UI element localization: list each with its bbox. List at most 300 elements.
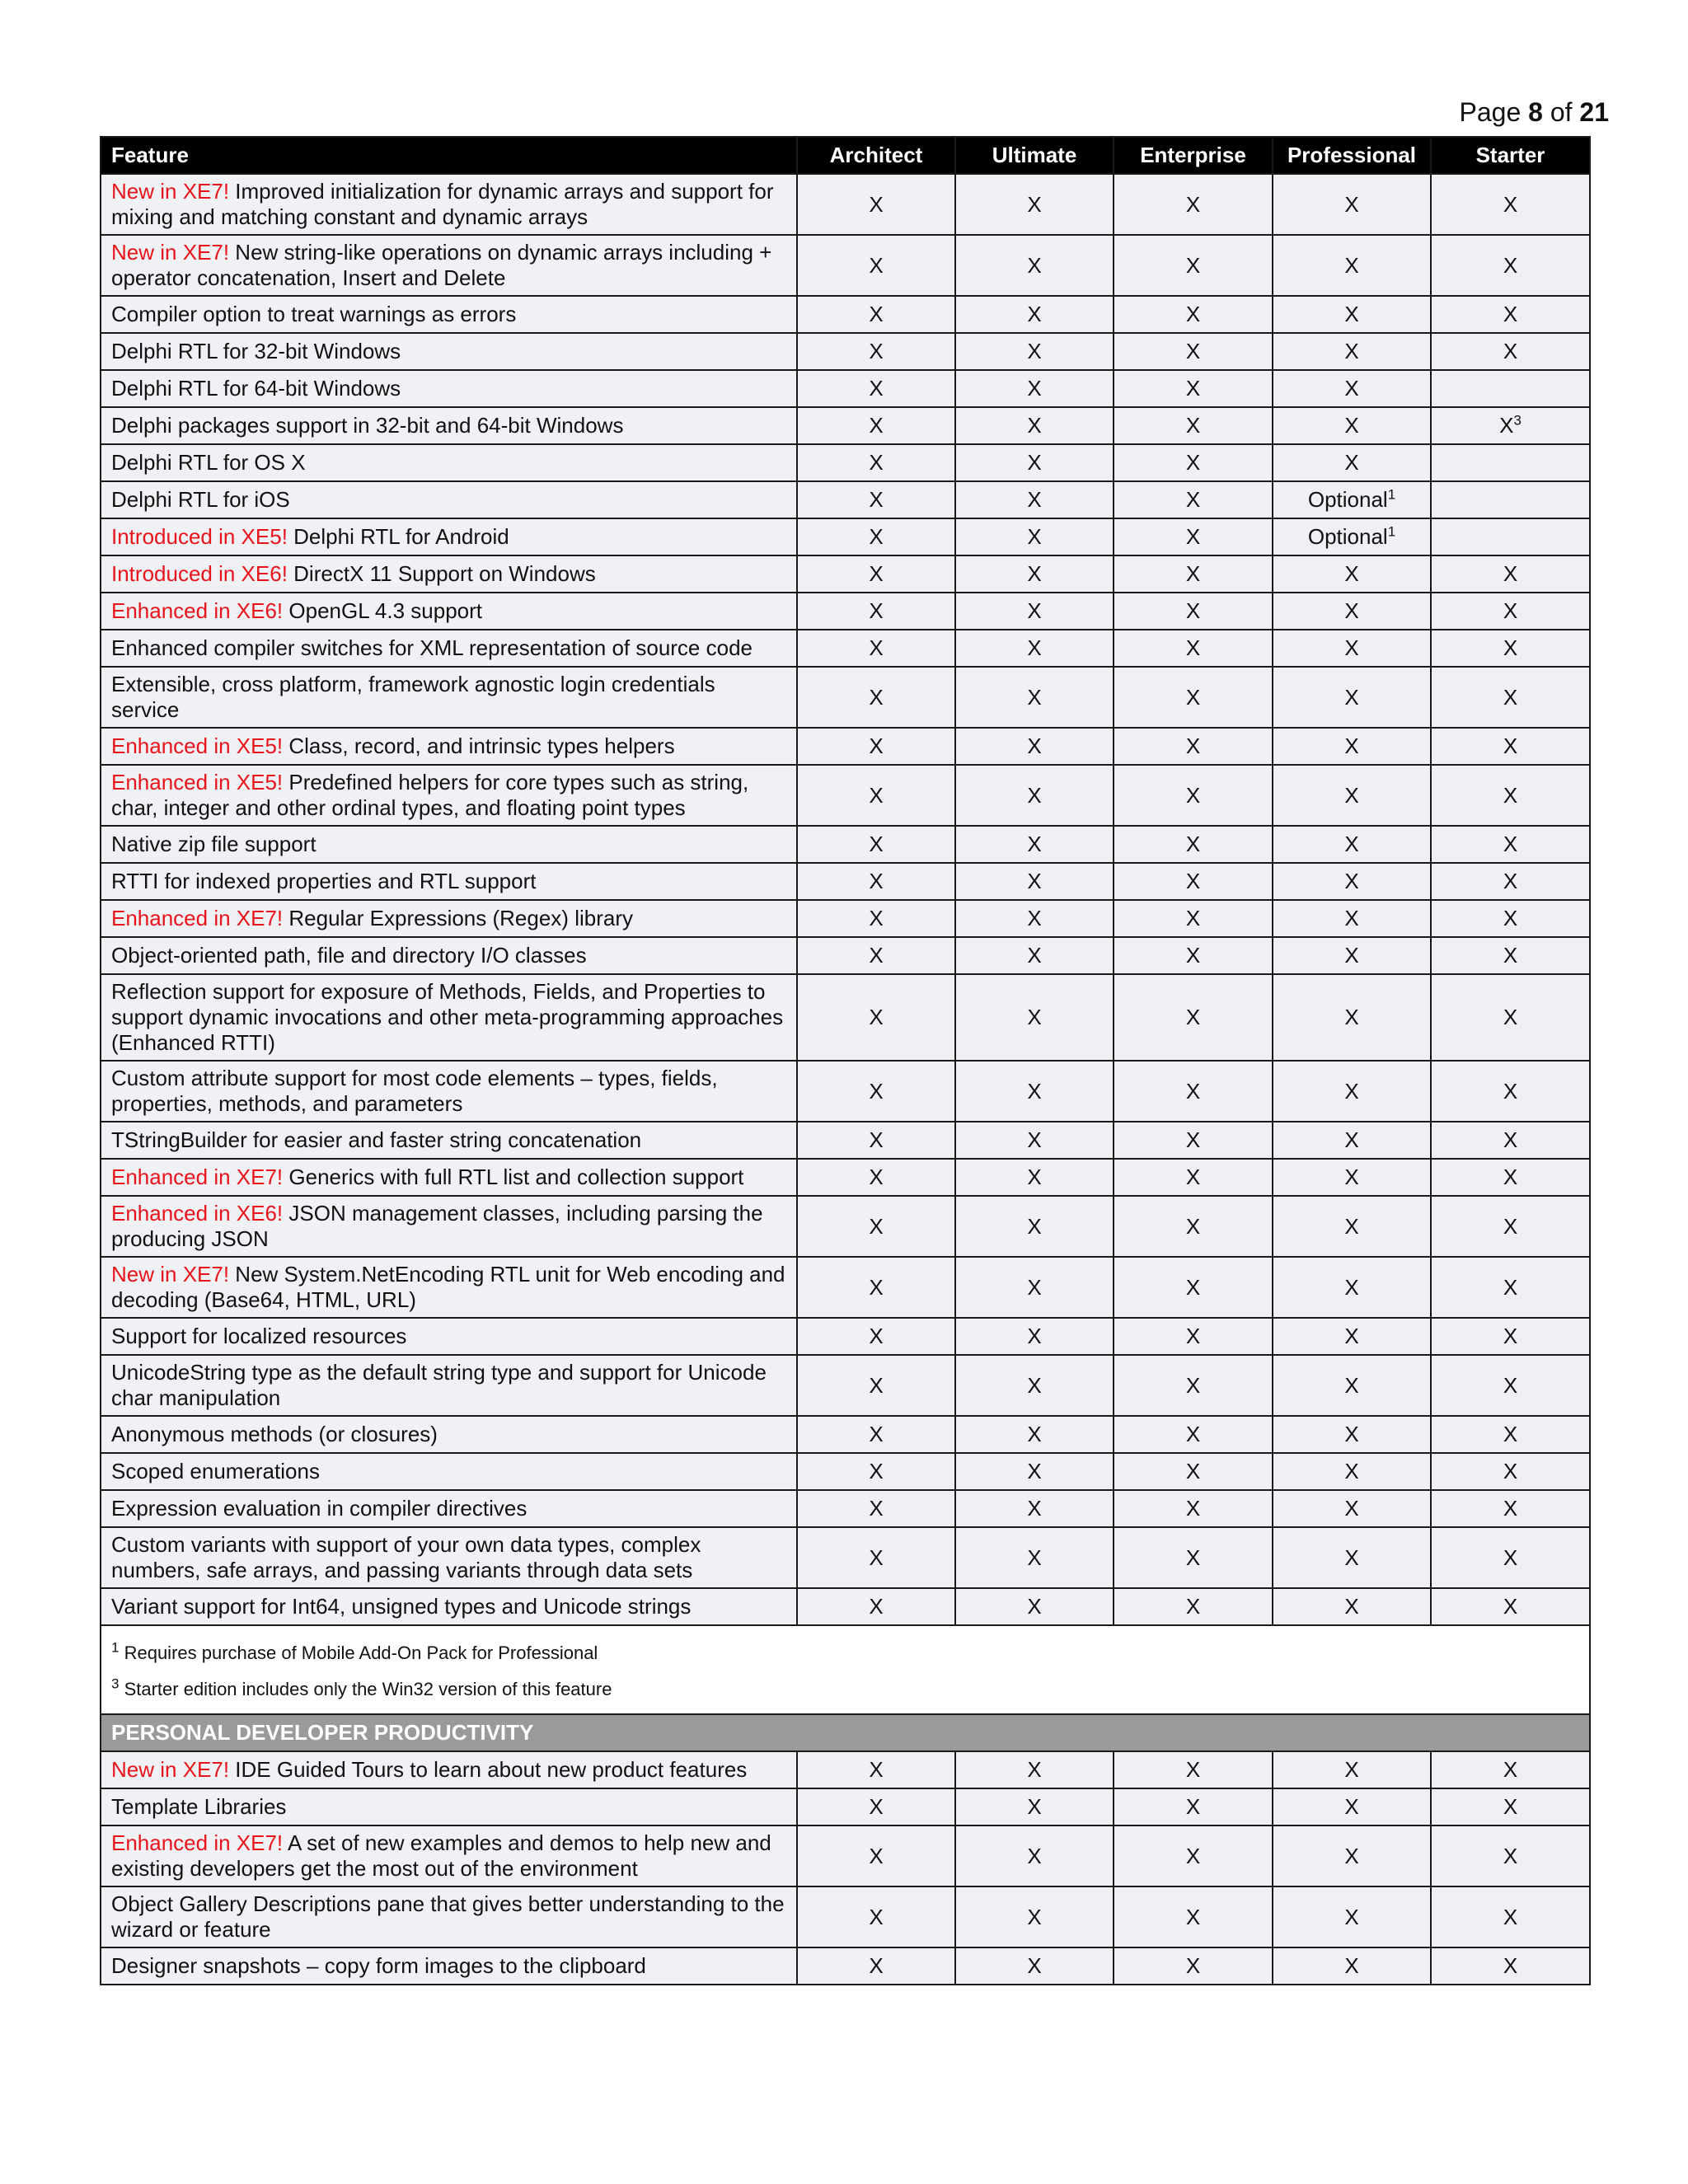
feature-text: Scoped enumerations [111, 1459, 320, 1483]
mark-value: X [1027, 684, 1042, 710]
mark-starter [1431, 235, 1590, 296]
mark-value: X [1344, 1794, 1359, 1819]
mark-professional [1273, 593, 1431, 630]
feature-text: Support for localized resources [111, 1324, 407, 1348]
mark-starter [1431, 333, 1590, 370]
mark-ultimate [955, 974, 1114, 1061]
mark-ultimate [955, 1159, 1114, 1196]
mark-professional [1273, 1588, 1431, 1625]
table-row [101, 555, 1590, 593]
mark-ultimate [955, 555, 1114, 593]
mark-value: X [869, 1422, 884, 1446]
mark-value: X [1503, 1213, 1518, 1239]
mark-value: X [1344, 1544, 1359, 1570]
header-architect: Architect [797, 137, 955, 174]
footnote-text: Starter edition includes only the Win32 version of this feature [119, 1679, 612, 1699]
section-header-row [101, 1714, 1590, 1751]
mark-enterprise [1114, 1886, 1273, 1947]
mark-value: X [1185, 1005, 1201, 1029]
mark-enterprise [1114, 667, 1273, 728]
mark-starter [1431, 1416, 1590, 1453]
mark-ultimate [955, 1527, 1114, 1588]
mark-value: X [869, 832, 884, 856]
mark-professional [1273, 296, 1431, 333]
mark-value: X [1503, 1904, 1518, 1929]
footnote-ref: 1 [1387, 486, 1396, 503]
mark-starter [1431, 1825, 1590, 1886]
mark-value: X [1027, 1594, 1042, 1619]
mark-starter [1431, 1061, 1590, 1122]
feature-cell [101, 555, 797, 593]
feature-cell [101, 1886, 797, 1947]
mark-enterprise [1114, 518, 1273, 555]
mark-value: X [1185, 1904, 1201, 1929]
footnote [111, 1677, 1579, 1702]
mark-enterprise [1114, 1196, 1273, 1257]
feature-cell [101, 1788, 797, 1825]
mark-architect [797, 1355, 955, 1416]
mark-value: X [1185, 252, 1201, 278]
mark-value: X [1185, 1496, 1201, 1521]
mark-ultimate [955, 174, 1114, 235]
mark-value: X [1344, 1953, 1359, 1978]
mark-professional [1273, 1257, 1431, 1318]
mark-value: X [1344, 1078, 1359, 1104]
feature-cell [101, 1318, 797, 1355]
feature-text: Variant support for Int64, unsigned types and Unicode strings [111, 1594, 692, 1619]
mark-value: X [1185, 832, 1201, 856]
mark-enterprise [1114, 370, 1273, 407]
mark-starter [1431, 174, 1590, 235]
table-row [101, 333, 1590, 370]
mark-architect [797, 1527, 955, 1588]
mark-value: X [1027, 376, 1042, 401]
mark-value: X [869, 302, 884, 326]
mark-architect [797, 1318, 955, 1355]
mark-enterprise [1114, 765, 1273, 826]
mark-value: X [1027, 635, 1042, 660]
feature-cell [101, 863, 797, 900]
mark-ultimate [955, 1886, 1114, 1947]
mark-value: X [1185, 1794, 1201, 1819]
mark-value: X [1503, 1165, 1518, 1189]
feature-text: Delphi RTL for Android [287, 524, 509, 549]
mark-starter [1431, 826, 1590, 863]
table-row [101, 1122, 1590, 1159]
mark-value: X [1344, 376, 1359, 401]
mark-value: X [869, 1274, 884, 1300]
mark-value: X [1185, 1843, 1201, 1868]
mark-starter [1431, 937, 1590, 974]
feature-text: Object-oriented path, file and directory I/O classes [111, 943, 587, 968]
table-row [101, 235, 1590, 296]
mark-value: X [1027, 1496, 1042, 1521]
table-row [101, 1886, 1590, 1947]
mark-starter [1431, 518, 1590, 555]
mark-ultimate [955, 765, 1114, 826]
mark-value: X [1185, 1078, 1201, 1104]
table-row [101, 1825, 1590, 1886]
mark-value: X [1027, 906, 1042, 930]
mark-enterprise [1114, 593, 1273, 630]
release-tag: Enhanced in XE5! [111, 770, 284, 794]
mark-value: X [1027, 413, 1042, 438]
footnote [111, 1641, 1579, 1666]
mark-architect [797, 1196, 955, 1257]
mark-value: X [869, 191, 884, 217]
table-row [101, 1257, 1590, 1318]
mark-enterprise [1114, 1355, 1273, 1416]
mark-architect [797, 630, 955, 667]
mark-value: X [869, 376, 884, 401]
feature-cell [101, 1490, 797, 1527]
mark-architect [797, 863, 955, 900]
table-row [101, 728, 1590, 765]
mark-professional [1273, 974, 1431, 1061]
mark-value: X [1027, 1372, 1042, 1398]
mark-starter [1431, 1588, 1590, 1625]
feature-text: Generics with full RTL list and collection support [283, 1165, 744, 1189]
feature-cell [101, 765, 797, 826]
mark-value: X [1027, 524, 1042, 549]
feature-text: Anonymous methods (or closures) [111, 1422, 438, 1446]
table-row [101, 1318, 1590, 1355]
release-tag: Enhanced in XE7! [111, 1165, 284, 1189]
footnote-ref: 1 [1387, 523, 1396, 540]
mark-enterprise [1114, 296, 1273, 333]
feature-text: Designer snapshots – copy form images to the clipboard [111, 1953, 646, 1978]
mark-professional [1273, 765, 1431, 826]
feature-text: Extensible, cross platform, framework agnostic login credentials service [111, 672, 715, 722]
mark-starter [1431, 1886, 1590, 1947]
mark-enterprise [1114, 1061, 1273, 1122]
mark-value: X [1185, 1544, 1201, 1570]
mark-value: X [1027, 450, 1042, 475]
mark-enterprise [1114, 1947, 1273, 1985]
feature-cell [101, 1947, 797, 1985]
feature-cell [101, 481, 797, 518]
mark-value: X [1185, 302, 1201, 326]
release-tag: New in XE7! [111, 1757, 230, 1782]
mark-professional [1273, 370, 1431, 407]
mark-value: X [1344, 1594, 1359, 1619]
mark-architect [797, 174, 955, 235]
mark-value: X [869, 782, 884, 808]
feature-cell [101, 235, 797, 296]
mark-value: X [1185, 561, 1201, 586]
table-row [101, 1159, 1590, 1196]
mark-value: X [869, 1459, 884, 1483]
feature-text: IDE Guided Tours to learn about new product features [229, 1757, 748, 1782]
feature-text: Custom variants with support of your own data types, complex numbers, safe arrays, and passing variants through data sets [111, 1532, 701, 1582]
mark-architect [797, 1416, 955, 1453]
mark-starter [1431, 1318, 1590, 1355]
mark-value: X [1027, 1127, 1042, 1152]
mark-value: X [869, 1213, 884, 1239]
mark-ultimate [955, 728, 1114, 765]
mark-value: X [1503, 1594, 1518, 1619]
feature-cell [101, 333, 797, 370]
mark-value: X [869, 1904, 884, 1929]
mark-enterprise [1114, 235, 1273, 296]
mark-architect [797, 1453, 955, 1490]
feature-text: Delphi RTL for 32-bit Windows [111, 339, 401, 363]
mark-value: X [869, 906, 884, 930]
mark-professional [1273, 518, 1431, 555]
mark-value: X [1503, 1005, 1518, 1029]
mark-professional [1273, 1355, 1431, 1416]
feature-cell [101, 728, 797, 765]
mark-ultimate [955, 863, 1114, 900]
footnote-ref: 3 [1513, 412, 1522, 429]
mark-starter [1431, 1159, 1590, 1196]
mark-architect [797, 407, 955, 444]
mark-value: X [1027, 1213, 1042, 1239]
mark-value: X [1344, 191, 1359, 217]
feature-text: Enhanced compiler switches for XML representation of source code [111, 635, 753, 660]
mark-value: X [1185, 1459, 1201, 1483]
mark-value: X [1185, 339, 1201, 363]
mark-starter [1431, 1527, 1590, 1588]
mark-value: X [869, 487, 884, 512]
mark-value: X [1027, 1843, 1042, 1868]
mark-ultimate [955, 444, 1114, 481]
mark-enterprise [1114, 444, 1273, 481]
mark-enterprise [1114, 900, 1273, 937]
mark-value: X [1344, 1274, 1359, 1300]
mark-value: X [1344, 1422, 1359, 1446]
table-row [101, 1061, 1590, 1122]
mark-ultimate [955, 518, 1114, 555]
feature-cell [101, 1355, 797, 1416]
mark-starter [1431, 1257, 1590, 1318]
mark-architect [797, 481, 955, 518]
table-row [101, 593, 1590, 630]
mark-value: X [1185, 943, 1201, 968]
mark-value: X [1344, 302, 1359, 326]
mark-architect [797, 900, 955, 937]
table-row [101, 826, 1590, 863]
mark-value: X [1027, 1324, 1042, 1348]
mark-value: X [869, 1594, 884, 1619]
mark-architect [797, 1061, 955, 1122]
mark-value: X [1185, 191, 1201, 217]
mark-value: X [1185, 487, 1201, 512]
mark-enterprise [1114, 333, 1273, 370]
feature-text: Class, record, and intrinsic types helpers [283, 733, 675, 758]
mark-value: X [1027, 1794, 1042, 1819]
mark-ultimate [955, 1825, 1114, 1886]
feature-cell [101, 1196, 797, 1257]
mark-architect [797, 937, 955, 974]
release-tag: Introduced in XE5! [111, 524, 288, 549]
feature-cell [101, 296, 797, 333]
mark-enterprise [1114, 937, 1273, 974]
mark-value: X [1344, 1904, 1359, 1929]
table-row [101, 407, 1590, 444]
mark-value: X [1503, 1544, 1518, 1570]
mark-architect [797, 728, 955, 765]
mark-starter [1431, 370, 1590, 407]
table-row [101, 667, 1590, 728]
table-row [101, 1196, 1590, 1257]
mark-value: X [869, 1005, 884, 1029]
feature-text: Custom attribute support for most code elements – types, fields, properties, methods, and parameters [111, 1066, 718, 1116]
mark-enterprise [1114, 1751, 1273, 1788]
mark-ultimate [955, 235, 1114, 296]
feature-cell [101, 444, 797, 481]
mark-ultimate [955, 1318, 1114, 1355]
mark-value: X [869, 413, 884, 438]
mark-value: X [1185, 1213, 1201, 1239]
mark-architect [797, 593, 955, 630]
feature-cell [101, 1751, 797, 1788]
mark-value: X [1185, 413, 1201, 438]
mark-value: X [1503, 943, 1518, 968]
feature-text: Reflection support for exposure of Methods, Fields, and Properties to support dynamic invocations and other meta-programming approaches (Enhanced RTTI) [111, 979, 784, 1055]
table-row [101, 1416, 1590, 1453]
mark-starter [1431, 1490, 1590, 1527]
mark-value: X [1503, 635, 1518, 660]
mark-value: X [1185, 1165, 1201, 1189]
mark-value: X [1344, 1005, 1359, 1029]
mark-ultimate [955, 667, 1114, 728]
table-row [101, 518, 1590, 555]
mark-ultimate [955, 1751, 1114, 1788]
mark-value: X [1344, 1127, 1359, 1152]
release-tag: New in XE7! [111, 179, 230, 204]
mark-ultimate [955, 1588, 1114, 1625]
mark-ultimate [955, 296, 1114, 333]
header-feature: Feature [101, 137, 797, 174]
mark-professional [1273, 1490, 1431, 1527]
mark-architect [797, 1751, 955, 1788]
mark-value: X [1027, 733, 1042, 758]
mark-ultimate [955, 1122, 1114, 1159]
mark-value: X [1027, 1005, 1042, 1029]
table-row [101, 296, 1590, 333]
mark-value: X [1503, 252, 1518, 278]
mark-value: X [1027, 782, 1042, 808]
mark-value: X [1027, 191, 1042, 217]
mark-enterprise [1114, 1527, 1273, 1588]
mark-value: X [1185, 1324, 1201, 1348]
mark-value: X [1344, 1165, 1359, 1189]
mark-value: X [1344, 906, 1359, 930]
mark-value: X [1503, 561, 1518, 586]
feature-text: New System.NetEncoding RTL unit for Web encoding and decoding (Base64, HTML, URL) [111, 1262, 785, 1312]
mark-value: X [869, 1078, 884, 1104]
mark-enterprise [1114, 174, 1273, 235]
mark-value: X [1344, 1757, 1359, 1782]
mark-value: X [1027, 487, 1042, 512]
mark-value: X [1344, 598, 1359, 623]
mark-architect [797, 826, 955, 863]
feature-cell [101, 1527, 797, 1588]
mark-architect [797, 444, 955, 481]
mark-professional [1273, 1751, 1431, 1788]
mark-value: X [1027, 1757, 1042, 1782]
table-row [101, 1588, 1590, 1625]
mark-enterprise [1114, 1825, 1273, 1886]
mark-value: X [1503, 191, 1518, 217]
table-row [101, 481, 1590, 518]
feature-cell [101, 407, 797, 444]
footnotes-row [101, 1625, 1590, 1714]
mark-professional [1273, 826, 1431, 863]
feature-text: DirectX 11 Support on Windows [287, 561, 596, 586]
mark-professional [1273, 235, 1431, 296]
header-enterprise: Enterprise [1114, 137, 1273, 174]
feature-text: Delphi RTL for iOS [111, 487, 290, 512]
mark-value: X [1344, 1496, 1359, 1521]
feature-text: Template Libraries [111, 1794, 287, 1819]
table-row [101, 765, 1590, 826]
mark-value: X [1503, 1078, 1518, 1104]
mark-value: X [1503, 1953, 1518, 1978]
feature-cell [101, 826, 797, 863]
mark-value: X [869, 1794, 884, 1819]
mark-value: X [1185, 1274, 1201, 1300]
mark-professional [1273, 333, 1431, 370]
mark-value: Optional [1307, 487, 1388, 512]
mark-ultimate [955, 1490, 1114, 1527]
mark-value: X [869, 1843, 884, 1868]
mark-value: X [1185, 1953, 1201, 1978]
table-row [101, 1453, 1590, 1490]
mark-value: X [1185, 450, 1201, 475]
table-row [101, 370, 1590, 407]
mark-architect [797, 1788, 955, 1825]
mark-architect [797, 333, 955, 370]
page-total: 21 [1579, 97, 1609, 127]
mark-value: X [1344, 1324, 1359, 1348]
release-tag: Enhanced in XE7! [111, 906, 284, 930]
mark-value: X [1185, 782, 1201, 808]
mark-value: X [869, 1953, 884, 1978]
mark-value: X [1185, 906, 1201, 930]
mark-ultimate [955, 1416, 1114, 1453]
table-row [101, 630, 1590, 667]
mark-value: X [869, 943, 884, 968]
mark-value: X [1503, 1794, 1518, 1819]
mark-value: X [1503, 1843, 1518, 1868]
mark-value: X [1344, 252, 1359, 278]
mark-value: X [869, 1372, 884, 1398]
mark-value: X [1185, 376, 1201, 401]
mark-ultimate [955, 407, 1114, 444]
feature-text: UnicodeString type as the default string type and support for Unicode char manipulation [111, 1360, 767, 1410]
mark-enterprise [1114, 1416, 1273, 1453]
mark-enterprise [1114, 1788, 1273, 1825]
mark-starter [1431, 1355, 1590, 1416]
mark-value: X [1503, 906, 1518, 930]
feature-text: Expression evaluation in compiler directives [111, 1496, 528, 1521]
mark-professional [1273, 174, 1431, 235]
mark-value: X [1027, 339, 1042, 363]
mark-value: X [1344, 339, 1359, 363]
mark-value: X [1344, 684, 1359, 710]
footnotes-cell [101, 1625, 1590, 1714]
table-row [101, 1947, 1590, 1985]
mark-value: X [869, 339, 884, 363]
mark-starter [1431, 728, 1590, 765]
mark-value: X [1344, 832, 1359, 856]
mark-value: X [1027, 832, 1042, 856]
mark-value: X [869, 869, 884, 893]
feature-cell [101, 667, 797, 728]
page-current: 8 [1528, 97, 1543, 127]
